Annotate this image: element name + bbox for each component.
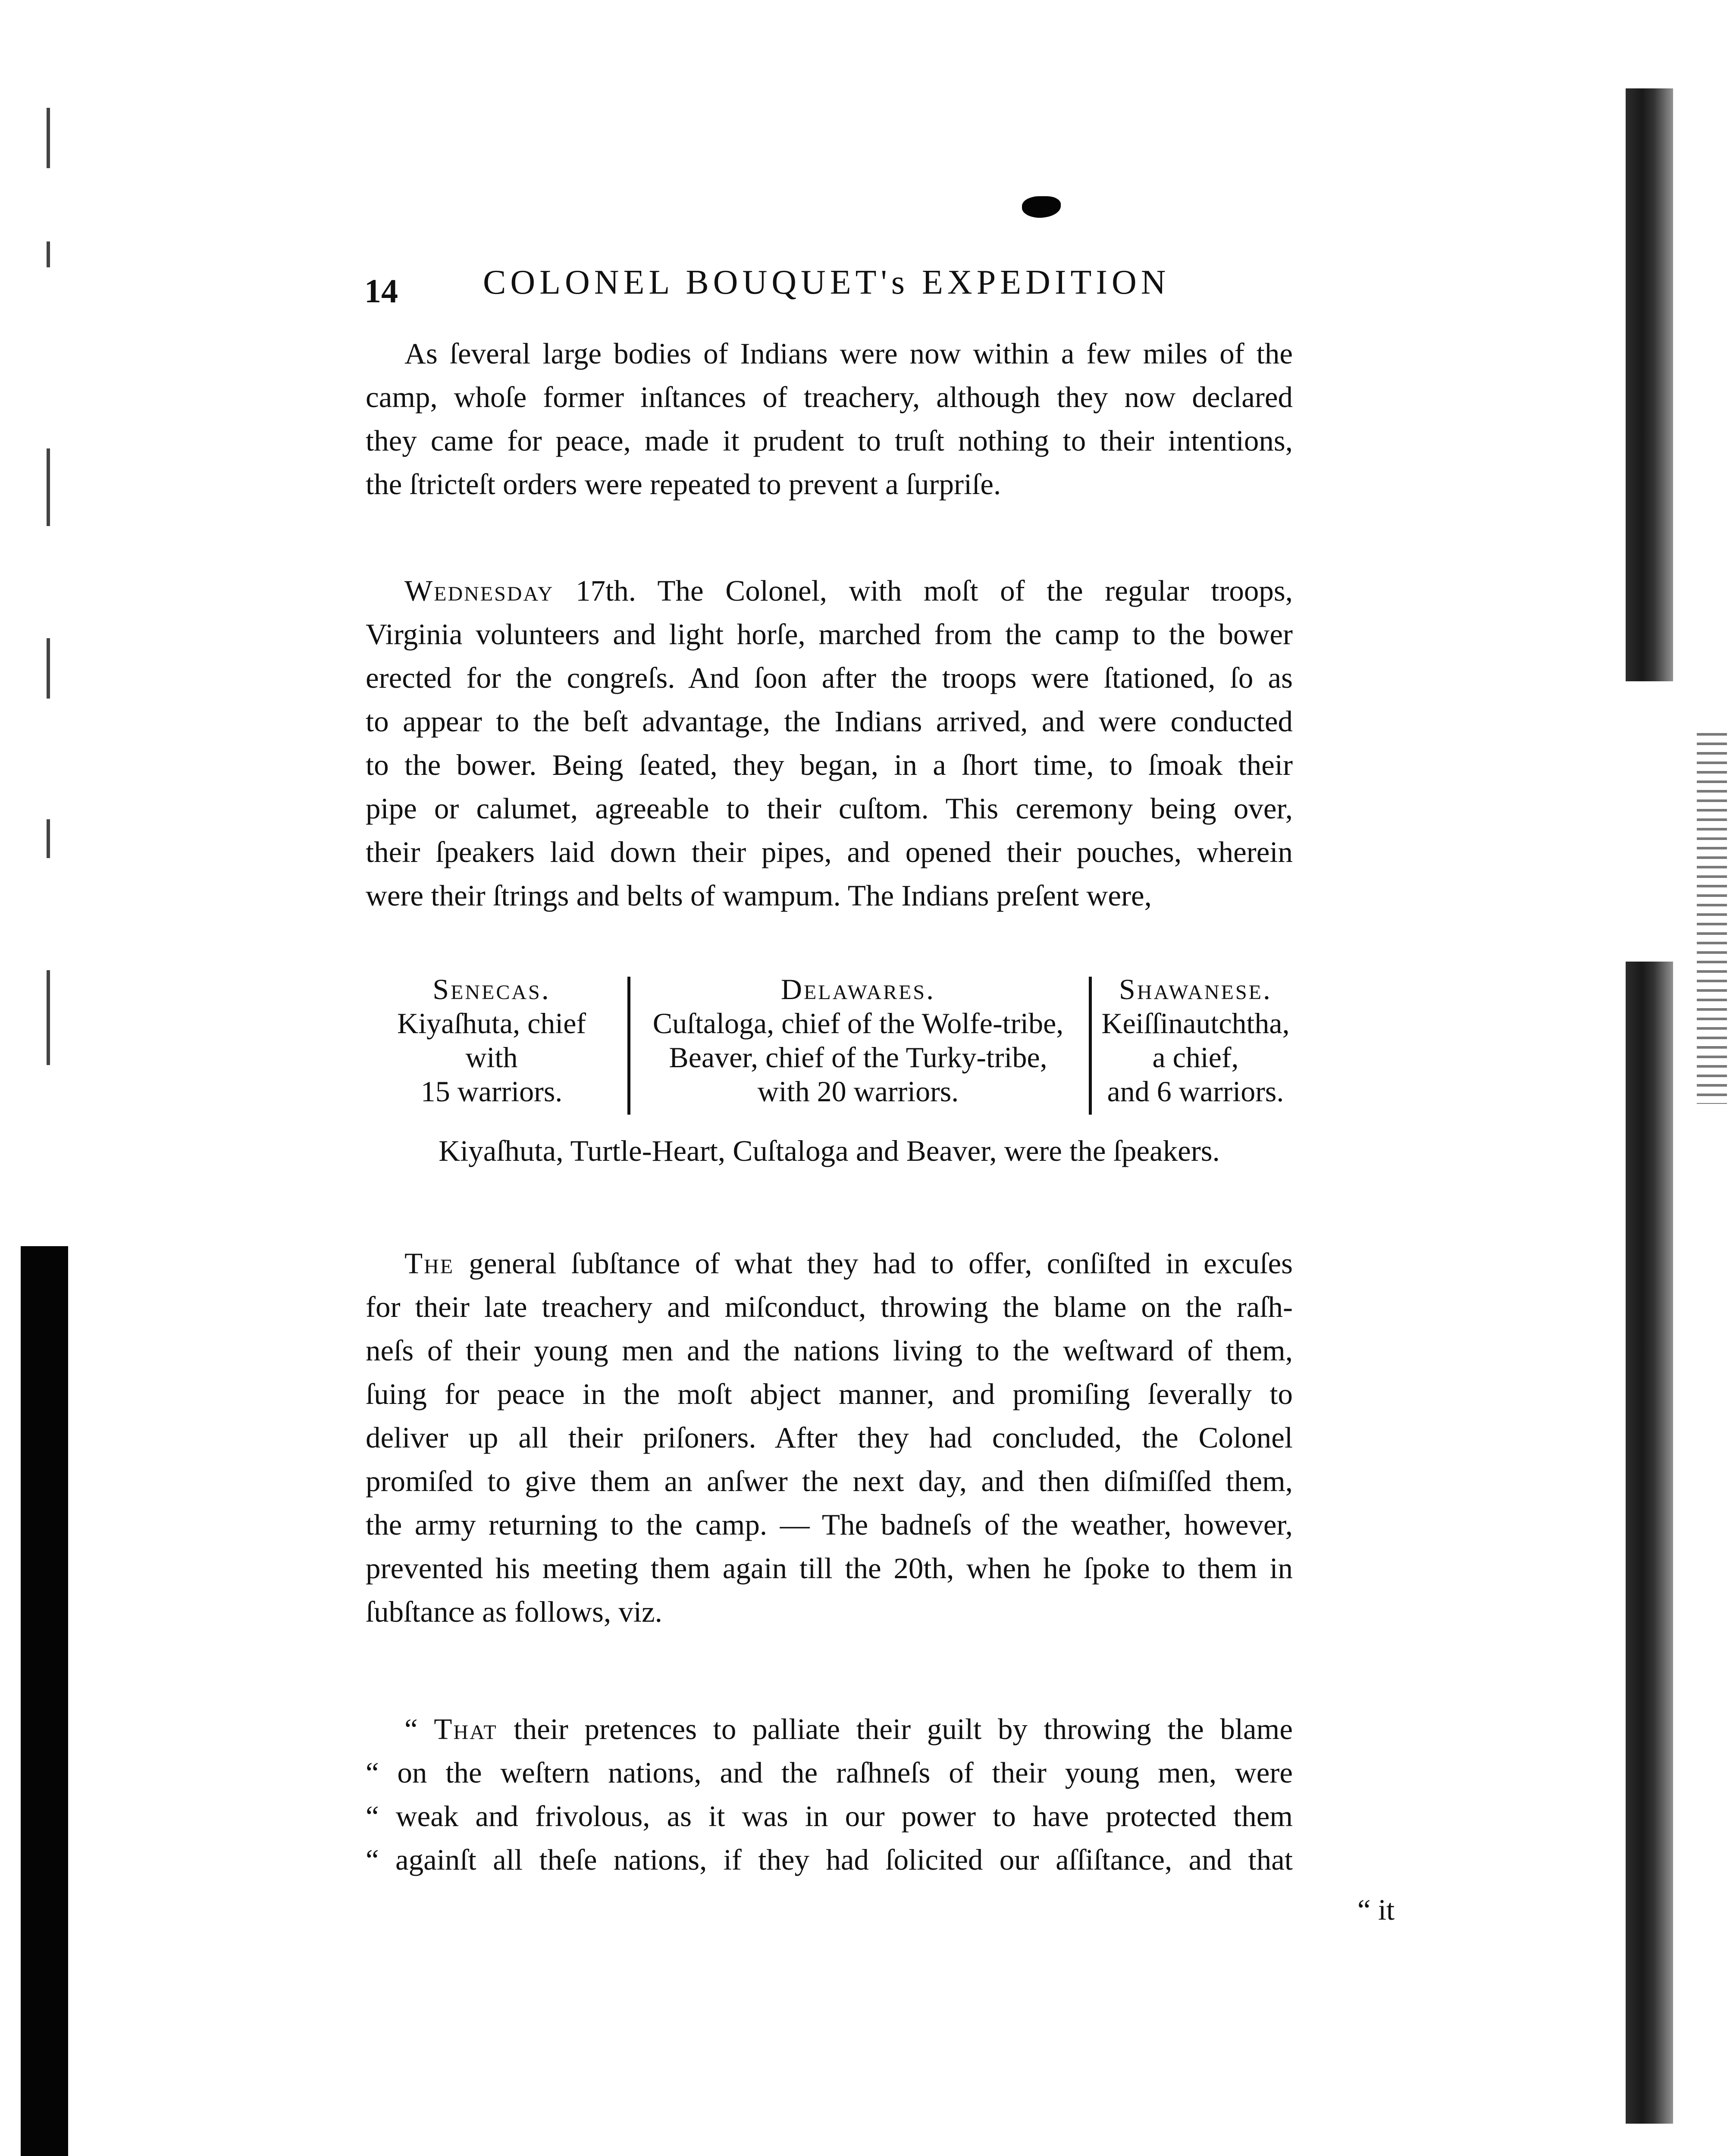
tribe-line: Kiyaſhuta, chief [397,1007,586,1040]
tribe-column-senecas [362,972,621,1109]
paragraph-1 [366,332,1293,506]
text-line: deliver up all their priſoners. After they had concluded, the Colonel [366,1421,1293,1454]
scan-edge-gap [1626,681,1673,962]
scan-speck [47,448,50,526]
page-header [364,263,1300,315]
tribe-column-shawanese [1095,972,1296,1109]
catchword: “ it [1357,1893,1395,1926]
text-line: ſuing for peace in the moſt abject manner, and promiſing ſeverally to [366,1378,1293,1410]
text-line: “ againſt all theſe nations, if they had ſolicited our aſſiſtance, and that [366,1843,1293,1876]
text-line [366,1708,1293,1751]
tribe-line: with 20 warriors. [757,1075,959,1108]
tribe-name: Delawares. [780,973,936,1006]
tribe-line: Beaver, chief of the Turky-tribe, [669,1041,1047,1074]
text-line: erected for the congreſs. And ſoon after the troops were ſtationed, ſo as [366,661,1293,694]
text-line-rest: 17th. The Colonel, with moſt of the regular troops, [554,574,1293,607]
text-line: ſubſtance as follows, viz. [366,1595,662,1628]
text-line: to appear to the beſt advantage, the Indians arrived, and were conducted [366,705,1293,738]
ink-blot [1022,196,1061,218]
tribe-line: 15 warriors. [420,1075,563,1108]
scan-speck [47,241,50,267]
tribe-column-delawares [634,972,1082,1109]
text-line: the army returning to the camp. — The badneſs of the weather, however, [366,1508,1293,1541]
text-line: camp, whoſe former inſtances of treachery, although they now declared [366,381,1293,414]
page-number: 14 [364,272,398,310]
lead-word: That [434,1713,498,1745]
column-divider [1089,977,1092,1115]
text-line: were their ſtrings and belts of wampum. The Indians preſent were, [366,879,1152,912]
tribe-line: Cuſtaloga, chief of the Wolfe-tribe, [652,1007,1064,1040]
scan-ruler-marks [1697,733,1727,1104]
lead-word: The [404,1247,454,1280]
text-line [366,569,1293,613]
running-title: COLONEL BOUQUET's EXPEDITION [483,263,1170,301]
text-line: the ſtricteſt orders were repeated to prevent a ſurpriſe. [366,468,1001,501]
tribe-name: Shawanese. [1119,973,1272,1006]
paragraph-4 [366,1708,1293,1882]
scan-speck [47,819,50,858]
text-line: promiſed to give them an anſwer the next day, and then diſmiſſed them, [366,1465,1293,1498]
text-line: for their late treachery and miſconduct, throwing the blame on the raſh- [366,1291,1293,1323]
text-line: to the bower. Being ſeated, they began, in a ſhort time, to ſmoak their [366,749,1293,781]
tribe-line: with [465,1041,518,1074]
lead-word: Wednesday [404,574,554,607]
text-line-rest: their pretences to palliate their guilt by throwing the blame [497,1713,1293,1745]
text-line: “ weak and frivolous, as it was in our power to have protected them [366,1800,1293,1833]
text-line: “ on the weſtern nations, and the raſhneſs of their young men, were [366,1756,1293,1789]
text-line-rest: general ſubſtance of what they had to offer, conſiſted in excuſes [454,1247,1293,1280]
text-line: prevented his meeting them again till the 20th, when he ſpoke to them in [366,1552,1293,1585]
text-line: their ſpeakers laid down their pipes, and opened their pouches, wherein [366,836,1293,868]
tribe-name: Senecas. [432,973,551,1006]
text-line: Virginia volunteers and light horſe, marched from the camp to the bower [366,618,1293,651]
tribe-line: and 6 warriors. [1107,1075,1284,1108]
text-line: neſs of their young men and the nations living to the weſtward of them, [366,1334,1293,1367]
scan-speck [47,108,50,168]
open-quote: “ [404,1713,434,1745]
column-divider [627,977,630,1115]
paragraph-2 [366,569,1293,918]
speakers-line: Kiyaſhuta, Turtle-Heart, Cuſtaloga and Beaver, were the ſpeakers. [439,1134,1220,1167]
scan-edge-right [1626,88,1673,2124]
scan-speck [47,638,50,699]
tribe-line: Keiſſinautchtha, [1101,1007,1290,1040]
paragraph-3 [366,1242,1293,1634]
scan-edge-left [21,1246,68,2156]
tribe-line: a chief, [1152,1041,1239,1074]
text-line: they came for peace, made it prudent to truſt nothing to their intentions, [366,424,1293,457]
scan-speck [47,970,50,1065]
text-line [366,1242,1293,1285]
tribes-table [362,972,1296,1119]
text-line: pipe or calumet, agreeable to their cuſtom. This ceremony being over, [366,792,1293,825]
text-line: As ſeveral large bodies of Indians were now within a few miles of the [404,337,1293,370]
